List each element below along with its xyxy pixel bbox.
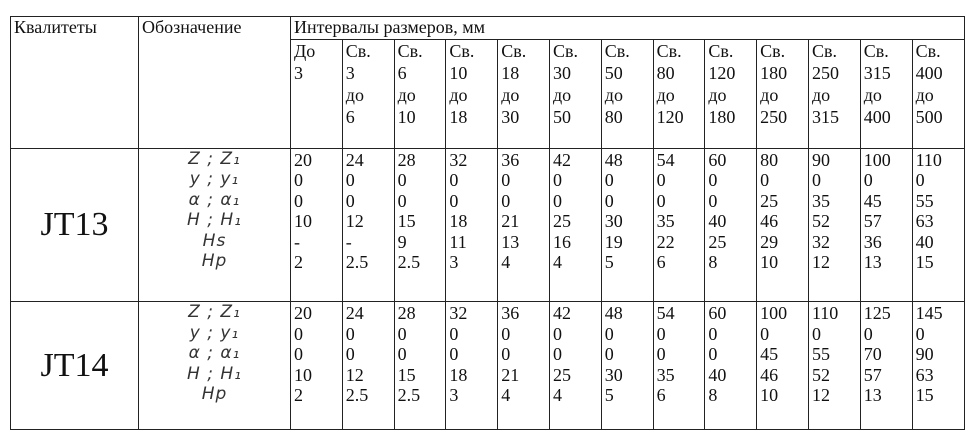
value-text: 5 <box>604 385 614 406</box>
value-text: 15 <box>915 385 934 406</box>
interval-text: До <box>294 41 316 61</box>
value-cell <box>394 302 446 430</box>
interval-text: Св. <box>656 41 682 61</box>
interval-text: Св. <box>501 41 527 61</box>
value-text: 0 <box>604 170 614 191</box>
value-text: 0 <box>294 344 303 365</box>
interval-text: 10 <box>397 107 416 127</box>
value-cell <box>291 148 343 301</box>
value-text: 100 <box>863 149 891 170</box>
value-cell <box>342 302 394 430</box>
value-cell <box>498 302 550 430</box>
interval-text: Св. <box>449 41 475 61</box>
value-text: 19 <box>604 231 623 252</box>
value-text: 0 <box>397 170 407 191</box>
value-text: 13 <box>501 231 520 252</box>
value-text: 15 <box>915 252 934 273</box>
value-text: 0 <box>656 190 666 211</box>
value-text: 8 <box>708 385 718 406</box>
value-cell <box>860 302 912 430</box>
interval-text: 400 <box>915 63 943 83</box>
value-text: 15 <box>397 211 416 232</box>
value-text: 57 <box>863 211 882 232</box>
value-text: 30 <box>604 364 623 385</box>
value-text: 90 <box>915 344 934 365</box>
value-text: 10 <box>294 364 312 385</box>
value-text: 6 <box>656 252 666 273</box>
value-text: 100 <box>760 303 788 324</box>
header-designation: Обозначение <box>139 17 291 149</box>
value-text: 15 <box>397 364 416 385</box>
interval-text <box>294 106 342 128</box>
value-text: 21 <box>501 211 520 232</box>
interval-text: до <box>811 85 831 105</box>
value-text: 0 <box>449 344 459 365</box>
interval-text: 18 <box>449 107 468 127</box>
value-text: 54 <box>656 149 675 170</box>
designation-symbol: Z ; Z₁ <box>188 148 241 169</box>
value-text: 45 <box>760 344 779 365</box>
value-text: 0 <box>294 190 303 211</box>
value-text: 46 <box>760 211 779 232</box>
value-text: 55 <box>811 344 830 365</box>
interval-text: Св. <box>552 41 578 61</box>
value-text: 12 <box>345 364 364 385</box>
interval-text: 10 <box>449 63 468 83</box>
value-text: 4 <box>552 252 562 273</box>
value-cell <box>394 148 446 301</box>
value-text: 0 <box>604 323 614 344</box>
interval-text: 50 <box>604 63 623 83</box>
value-text: 145 <box>915 303 943 324</box>
value-text: 0 <box>604 344 614 365</box>
value-text: 0 <box>552 190 562 211</box>
interval-text: 180 <box>708 107 736 127</box>
value-text: 2.5 <box>397 385 421 406</box>
value-text: 0 <box>863 323 873 344</box>
interval-text: Св. <box>760 41 786 61</box>
value-text: 57 <box>863 364 882 385</box>
interval-text: 120 <box>656 107 684 127</box>
value-text: 4 <box>501 252 511 273</box>
interval-cell <box>549 40 601 149</box>
value-text: 2 <box>294 385 303 406</box>
value-text: 0 <box>552 344 562 365</box>
value-text: 25 <box>552 211 571 232</box>
value-cell <box>705 302 757 430</box>
interval-text: 315 <box>863 63 891 83</box>
value-cell <box>705 148 757 301</box>
value-text: 28 <box>397 149 416 170</box>
quality-group-row <box>11 302 965 430</box>
value-text: 45 <box>863 190 882 211</box>
value-cell <box>912 302 964 430</box>
value-text: 13 <box>863 252 882 273</box>
interval-text: до <box>708 85 727 105</box>
value-text: 20 <box>294 149 312 170</box>
value-text: 0 <box>294 323 303 344</box>
interval-text: 80 <box>604 107 623 127</box>
designation-symbol: Hs <box>202 230 227 251</box>
interval-text: до <box>863 85 882 105</box>
value-text: 0 <box>501 323 511 344</box>
interval-text: Св. <box>345 41 371 61</box>
value-text: 48 <box>604 303 623 324</box>
value-text: 10 <box>760 252 779 273</box>
value-text: 0 <box>345 323 355 344</box>
interval-text: 3 <box>294 63 303 83</box>
table-body <box>11 17 965 430</box>
value-text: 63 <box>915 211 934 232</box>
value-text: 52 <box>811 364 830 385</box>
value-text: 0 <box>397 190 407 211</box>
value-cell <box>446 148 498 301</box>
value-text: 0 <box>397 344 407 365</box>
value-text: 70 <box>863 344 882 365</box>
value-text: 0 <box>760 170 770 191</box>
value-text: 12 <box>345 211 364 232</box>
value-text: 60 <box>708 303 727 324</box>
header-quality: Квалитеты <box>11 17 139 149</box>
value-text: 25 <box>552 364 571 385</box>
value-text: 32 <box>449 303 468 324</box>
interval-text: 400 <box>863 107 891 127</box>
value-text: 12 <box>811 252 830 273</box>
value-text: 13 <box>863 385 882 406</box>
interval-text: Св. <box>863 41 889 61</box>
value-text: 0 <box>656 170 666 191</box>
value-text: 2.5 <box>345 252 369 273</box>
value-text: 0 <box>811 170 821 191</box>
value-text: 0 <box>656 323 666 344</box>
value-text: 0 <box>708 344 718 365</box>
value-text: 25 <box>760 190 779 211</box>
value-cell <box>498 148 550 301</box>
interval-text: до <box>397 85 416 105</box>
value-text: 3 <box>449 252 459 273</box>
value-text: 22 <box>656 231 675 252</box>
interval-text: 180 <box>760 63 788 83</box>
value-text: 0 <box>501 190 511 211</box>
value-text: 0 <box>760 323 770 344</box>
designation-symbol: Hp <box>201 251 228 272</box>
header-row <box>11 17 965 40</box>
value-text: 24 <box>345 149 364 170</box>
value-text: 11 <box>449 231 467 252</box>
value-text: 10 <box>294 211 312 232</box>
value-text: 0 <box>501 344 511 365</box>
value-text: 0 <box>449 190 459 211</box>
value-text: 0 <box>708 170 718 191</box>
value-text: 0 <box>345 170 355 191</box>
value-text: 54 <box>656 303 675 324</box>
value-text: 46 <box>760 364 779 385</box>
quality-label: JT14 <box>11 302 139 430</box>
value-text: 10 <box>760 385 779 406</box>
value-cell <box>808 148 860 301</box>
value-text: 0 <box>552 323 562 344</box>
value-text: 0 <box>708 190 718 211</box>
interval-text: 50 <box>552 107 571 127</box>
value-text: 4 <box>552 385 562 406</box>
value-text: 2 <box>294 252 303 273</box>
value-cell <box>653 302 705 430</box>
interval-text: 80 <box>656 63 675 83</box>
value-text: 18 <box>449 211 468 232</box>
interval-text: Св. <box>811 41 837 61</box>
interval-text: 6 <box>397 63 407 83</box>
value-text: 3 <box>449 385 459 406</box>
interval-text: 18 <box>501 63 520 83</box>
header-intervals: Интервалы размеров, мм <box>291 17 965 40</box>
value-text: 60 <box>708 149 727 170</box>
value-cell <box>860 148 912 301</box>
interval-text: 30 <box>501 107 520 127</box>
interval-text: 500 <box>915 107 943 127</box>
value-text: 0 <box>811 323 821 344</box>
value-text: 0 <box>449 170 459 191</box>
value-text: 55 <box>915 190 934 211</box>
value-cell <box>912 148 964 301</box>
interval-text: Св. <box>915 41 941 61</box>
interval-text <box>294 84 342 106</box>
value-text: 0 <box>345 190 355 211</box>
designation-symbol: α ; α₁ <box>188 189 241 210</box>
value-text: 0 <box>294 170 303 191</box>
value-text: 2.5 <box>345 385 369 406</box>
interval-cell <box>446 40 498 149</box>
value-text: 0 <box>552 170 562 191</box>
value-text: 0 <box>863 170 873 191</box>
value-text: 32 <box>811 231 830 252</box>
value-text: 29 <box>760 231 779 252</box>
value-text: 110 <box>811 303 839 324</box>
value-text: 28 <box>397 303 416 324</box>
value-text: 0 <box>449 323 459 344</box>
designation-symbol: Hp <box>201 384 228 405</box>
interval-cell <box>394 40 446 149</box>
value-text: 0 <box>501 170 511 191</box>
interval-text: Св. <box>708 41 734 61</box>
value-text: 90 <box>811 149 830 170</box>
quality-label: JT13 <box>11 148 139 301</box>
value-text: 20 <box>294 303 312 324</box>
designation-symbol: H ; H₁ <box>187 210 242 231</box>
value-cell <box>446 302 498 430</box>
interval-cell <box>498 40 550 149</box>
interval-cell <box>653 40 705 149</box>
interval-text: до <box>449 85 468 105</box>
value-text: 40 <box>708 211 727 232</box>
value-text: 18 <box>449 364 468 385</box>
value-text: 52 <box>811 211 830 232</box>
value-text: 125 <box>863 303 891 324</box>
interval-cell <box>705 40 757 149</box>
value-text: - <box>294 231 300 252</box>
value-cell <box>757 302 809 430</box>
interval-text: 250 <box>760 107 788 127</box>
value-text: 36 <box>501 149 520 170</box>
value-cell <box>757 148 809 301</box>
interval-text: 250 <box>811 63 839 83</box>
designation-symbol: Z ; Z₁ <box>188 302 241 323</box>
interval-text: 315 <box>811 107 839 127</box>
interval-text: до <box>501 85 520 105</box>
interval-cell <box>601 40 653 149</box>
value-text: 35 <box>811 190 830 211</box>
interval-text: Св. <box>397 41 423 61</box>
interval-cell <box>342 40 394 149</box>
designation-symbol: y ; y₁ <box>189 169 240 190</box>
value-text: 0 <box>708 323 718 344</box>
value-cell <box>653 148 705 301</box>
interval-cell <box>860 40 912 149</box>
value-text: 63 <box>915 364 934 385</box>
interval-cell <box>291 40 343 149</box>
value-cell <box>601 148 653 301</box>
value-cell <box>342 148 394 301</box>
value-text: 2.5 <box>397 252 421 273</box>
value-text: 12 <box>811 385 830 406</box>
value-text: 0 <box>915 170 925 191</box>
value-cell <box>291 302 343 430</box>
quality-group-row <box>11 148 965 301</box>
value-text: 40 <box>708 364 727 385</box>
interval-cell <box>757 40 809 149</box>
interval-text: до <box>915 85 934 105</box>
value-text: 0 <box>397 323 407 344</box>
designation-cell <box>139 148 291 301</box>
value-cell <box>549 302 601 430</box>
value-text: 42 <box>552 303 571 324</box>
value-text: 0 <box>345 344 355 365</box>
interval-text: до <box>604 85 623 105</box>
interval-text: 120 <box>708 63 736 83</box>
value-text: 80 <box>760 149 779 170</box>
value-text: 36 <box>863 231 882 252</box>
value-text: 8 <box>708 252 718 273</box>
value-cell <box>601 302 653 430</box>
value-text: 21 <box>501 364 520 385</box>
interval-text: 30 <box>552 63 571 83</box>
value-text: 6 <box>656 385 666 406</box>
value-cell <box>549 148 601 301</box>
value-text: 42 <box>552 149 571 170</box>
value-text: 35 <box>656 364 675 385</box>
interval-text: до <box>552 85 572 105</box>
value-text: 40 <box>915 231 934 252</box>
value-text: 0 <box>915 323 925 344</box>
designation-symbol: H ; H₁ <box>187 363 242 384</box>
value-text: 32 <box>449 149 468 170</box>
tolerance-table <box>10 16 965 430</box>
value-text: - <box>345 231 352 252</box>
interval-text: 6 <box>345 107 355 127</box>
value-text: 0 <box>604 190 614 211</box>
value-text: 24 <box>345 303 364 324</box>
value-cell <box>808 302 860 430</box>
value-text: 48 <box>604 149 623 170</box>
value-text: 110 <box>915 149 942 170</box>
designation-cell <box>139 302 291 430</box>
designation-symbol: y ; y₁ <box>189 322 240 343</box>
interval-text: до <box>656 85 675 105</box>
interval-text: 3 <box>345 63 355 83</box>
value-text: 25 <box>708 231 727 252</box>
value-text: 4 <box>501 385 511 406</box>
interval-text: до <box>760 85 779 105</box>
designation-symbol: α ; α₁ <box>188 343 241 364</box>
value-text: 35 <box>656 211 675 232</box>
value-text: 5 <box>604 252 614 273</box>
value-text: 36 <box>501 303 520 324</box>
value-text: 30 <box>604 211 623 232</box>
value-text: 0 <box>656 344 666 365</box>
interval-text: Св. <box>604 41 630 61</box>
interval-text: до <box>345 85 364 105</box>
interval-cell <box>808 40 860 149</box>
interval-cell <box>912 40 964 149</box>
value-text: 16 <box>552 231 571 252</box>
value-text: 9 <box>397 231 407 252</box>
